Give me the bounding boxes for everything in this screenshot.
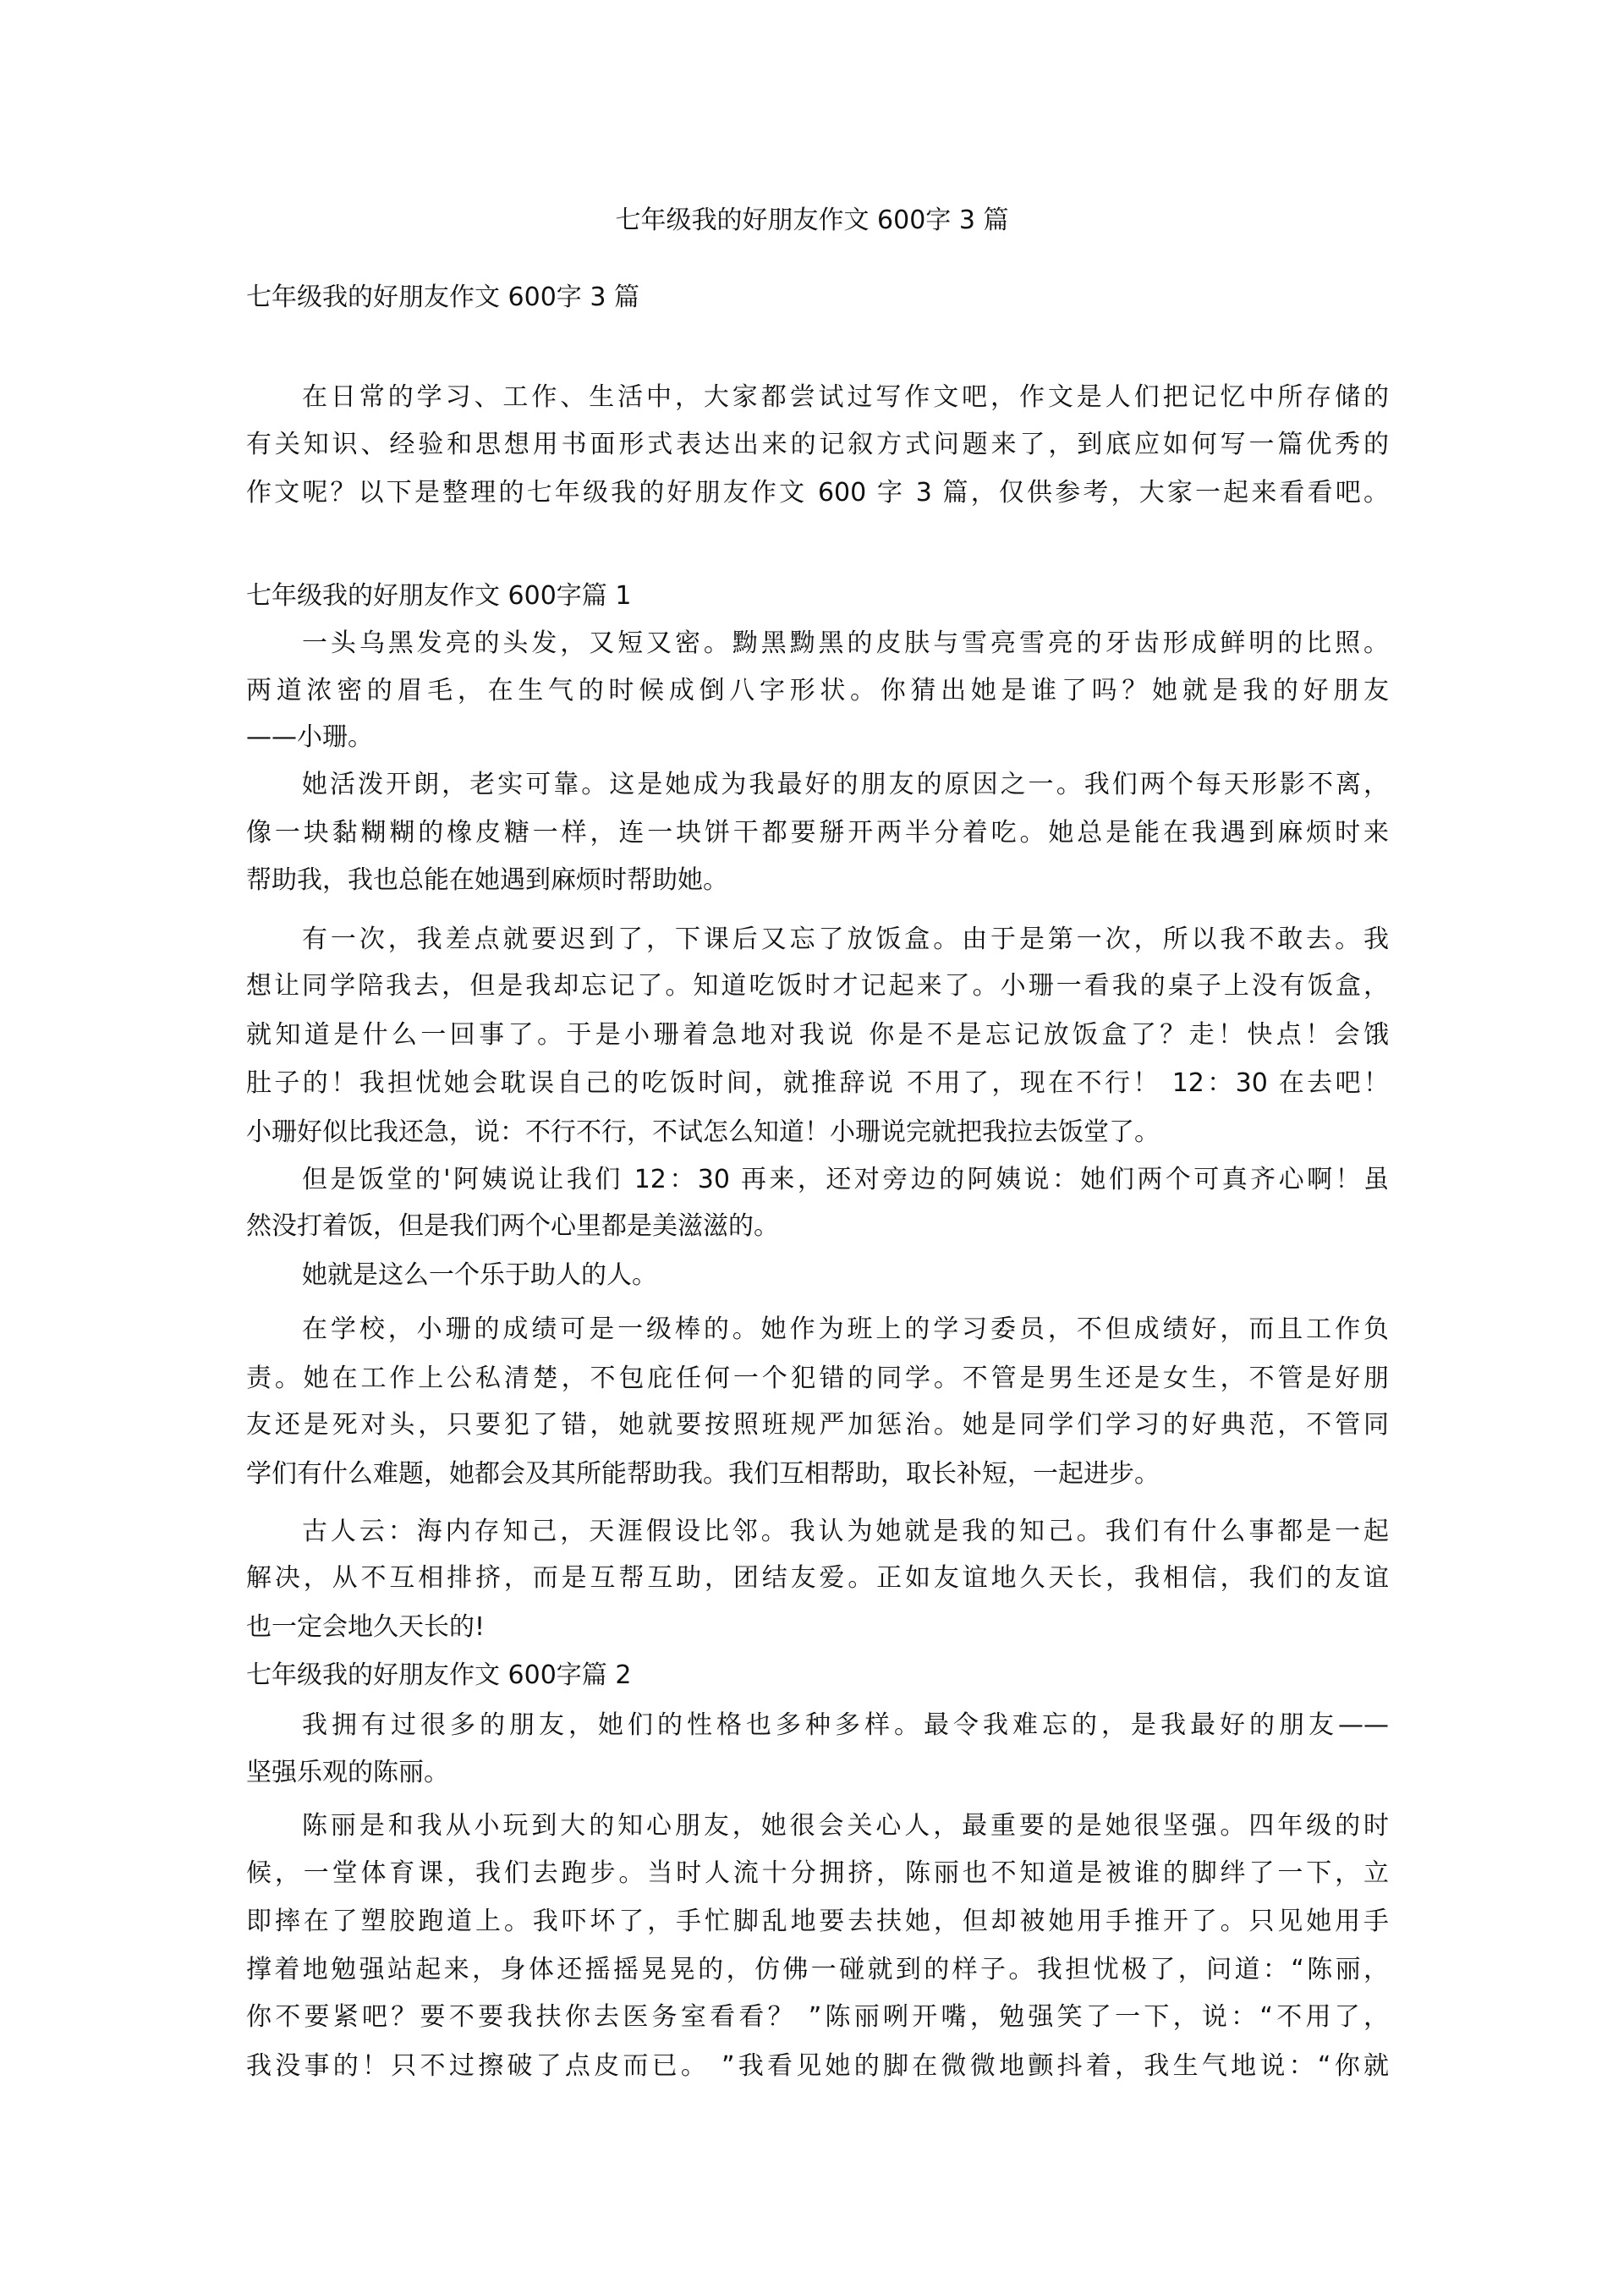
paragraph-line: 她活泼开朗，老实可靠。这是她成为我最好的朋友的原因之一。我们两个每天形影不离， xyxy=(302,770,1389,799)
paragraph-line: 坚强乐观的陈丽。 xyxy=(246,1758,449,1787)
paragraph-line: 在日常的学习、工作、生活中，大家都尝试过写作文吧，作文是人们把记忆中所存储的 xyxy=(302,382,1389,412)
paragraph-line: 就知道是什么一回事了。于是小珊着急地对我说 你是不是忘记放饭盒了？走！快点！会饿 xyxy=(246,1020,1389,1050)
section-heading: 七年级我的好朋友作文 600字篇 2 xyxy=(246,1660,632,1690)
paragraph-line: 我拥有过很多的朋友，她们的性格也多种多样。最令我难忘的，是我最好的朋友—— xyxy=(302,1710,1389,1740)
paragraph-line: 像一块黏糊糊的橡皮糖一样，连一块饼干都要掰开两半分着吃。她总是能在我遇到麻烦时来 xyxy=(246,818,1389,848)
paragraph-line: 友还是死对头，只要犯了错，她就要按照班规严加惩治。她是同学们学习的好典范，不管同 xyxy=(246,1410,1389,1440)
document-title: 七年级我的好朋友作文 600字 3 篇 xyxy=(615,206,1009,235)
paragraph-line: 即摔在了塑胶跑道上。我吓坏了，手忙脚乱地要去扶她，但却被她用手推开了。只见她用手 xyxy=(246,1907,1389,1936)
section-heading: 七年级我的好朋友作文 600字篇 1 xyxy=(246,581,632,611)
paragraph-line: 两道浓密的眉毛，在生气的时候成倒八字形状。你猜出她是谁了吗？她就是我的好朋友 xyxy=(246,676,1389,705)
paragraph-line: 你不要紧吧？要不要我扶你去医务室看看？ ”陈丽咧开嘴，勉强笑了一下，说：“不用了， xyxy=(246,2002,1389,2032)
paragraph-line: 撑着地勉强站起来，身体还摇摇晃晃的，仿佛一碰就到的样子。我担忧极了，问道：“陈丽， xyxy=(246,1955,1389,1984)
paragraph-line: 陈丽是和我从小玩到大的知心朋友，她很会关心人，最重要的是她很坚强。四年级的时 xyxy=(302,1811,1389,1841)
paragraph-line: 我没事的！只不过擦破了点皮而已。 ”我看见她的脚在微微地颤抖着，我生气地说：“你就 xyxy=(246,2051,1389,2081)
paragraph-line: 也一定会地久天长的! xyxy=(246,1612,486,1642)
paragraph-line: 学们有什么难题，她都会及其所能帮助我。我们互相帮助，取长补短，一起进步。 xyxy=(246,1459,1160,1489)
paragraph-line: 解决，从不互相排挤，而是互帮互助，团结友爱。正如友谊地久天长，我相信，我们的友谊 xyxy=(246,1563,1389,1593)
paragraph-line: 责。她在工作上公私清楚，不包庇任何一个犯错的同学。不管是男生还是女生，不管是好朋 xyxy=(246,1364,1389,1393)
paragraph-line: 她就是这么一个乐于助人的人。 xyxy=(302,1260,657,1290)
paragraph-line: 古人云：海内存知己，天涯假设比邻。我认为她就是我的知己。我们有什么事都是一起 xyxy=(302,1517,1389,1546)
paragraph-line: 有关知识、经验和思想用书面形式表达出来的记叙方式问题来了，到底应如何写一篇优秀的 xyxy=(246,430,1389,459)
paragraph-line: 作文呢？以下是整理的七年级我的好朋友作文 600 字 3 篇，仅供参考，大家一起来看看吧。 xyxy=(246,478,1389,508)
paragraph-line: 候，一堂体育课，我们去跑步。当时人流十分拥挤，陈丽也不知道是被谁的脚绊了一下，立 xyxy=(246,1858,1389,1888)
paragraph-line: 肚子的！我担忧她会耽误自己的吃饭时间，就推辞说 不用了，现在不行！ 12：30 在去吧！ xyxy=(246,1068,1389,1098)
paragraph-line: 但是饭堂的'阿姨说让我们 12：30 再来，还对旁边的阿姨说：她们两个可真齐心啊！虽 xyxy=(302,1165,1389,1194)
paragraph-line: 想让同学陪我去，但是我却忘记了。知道吃饭时才记起来了。小珊一看我的桌子上没有饭盒， xyxy=(246,971,1389,1001)
paragraph-line: 然没打着饭，但是我们两个心里都是美滋滋的。 xyxy=(246,1211,779,1241)
paragraph-line: 帮助我，我也总能在她遇到麻烦时帮助她。 xyxy=(246,865,728,895)
paragraph-line: 小珊好似比我还急，说：不行不行，不试怎么知道！小珊说完就把我拉去饭堂了。 xyxy=(246,1117,1160,1147)
paragraph-line: 有一次，我差点就要迟到了，下课后又忘了放饭盒。由于是第一次，所以我不敢去。我 xyxy=(302,925,1389,954)
paragraph-line: 在学校，小珊的成绩可是一级棒的。她作为班上的学习委员，不但成绩好，而且工作负 xyxy=(302,1314,1389,1344)
paragraph-line: 一头乌黑发亮的头发，又短又密。黝黑黝黑的皮肤与雪亮雪亮的牙齿形成鲜明的比照。 xyxy=(302,628,1389,658)
section-heading: 七年级我的好朋友作文 600字 3 篇 xyxy=(246,283,639,312)
paragraph-line: ——小珊。 xyxy=(246,722,373,752)
